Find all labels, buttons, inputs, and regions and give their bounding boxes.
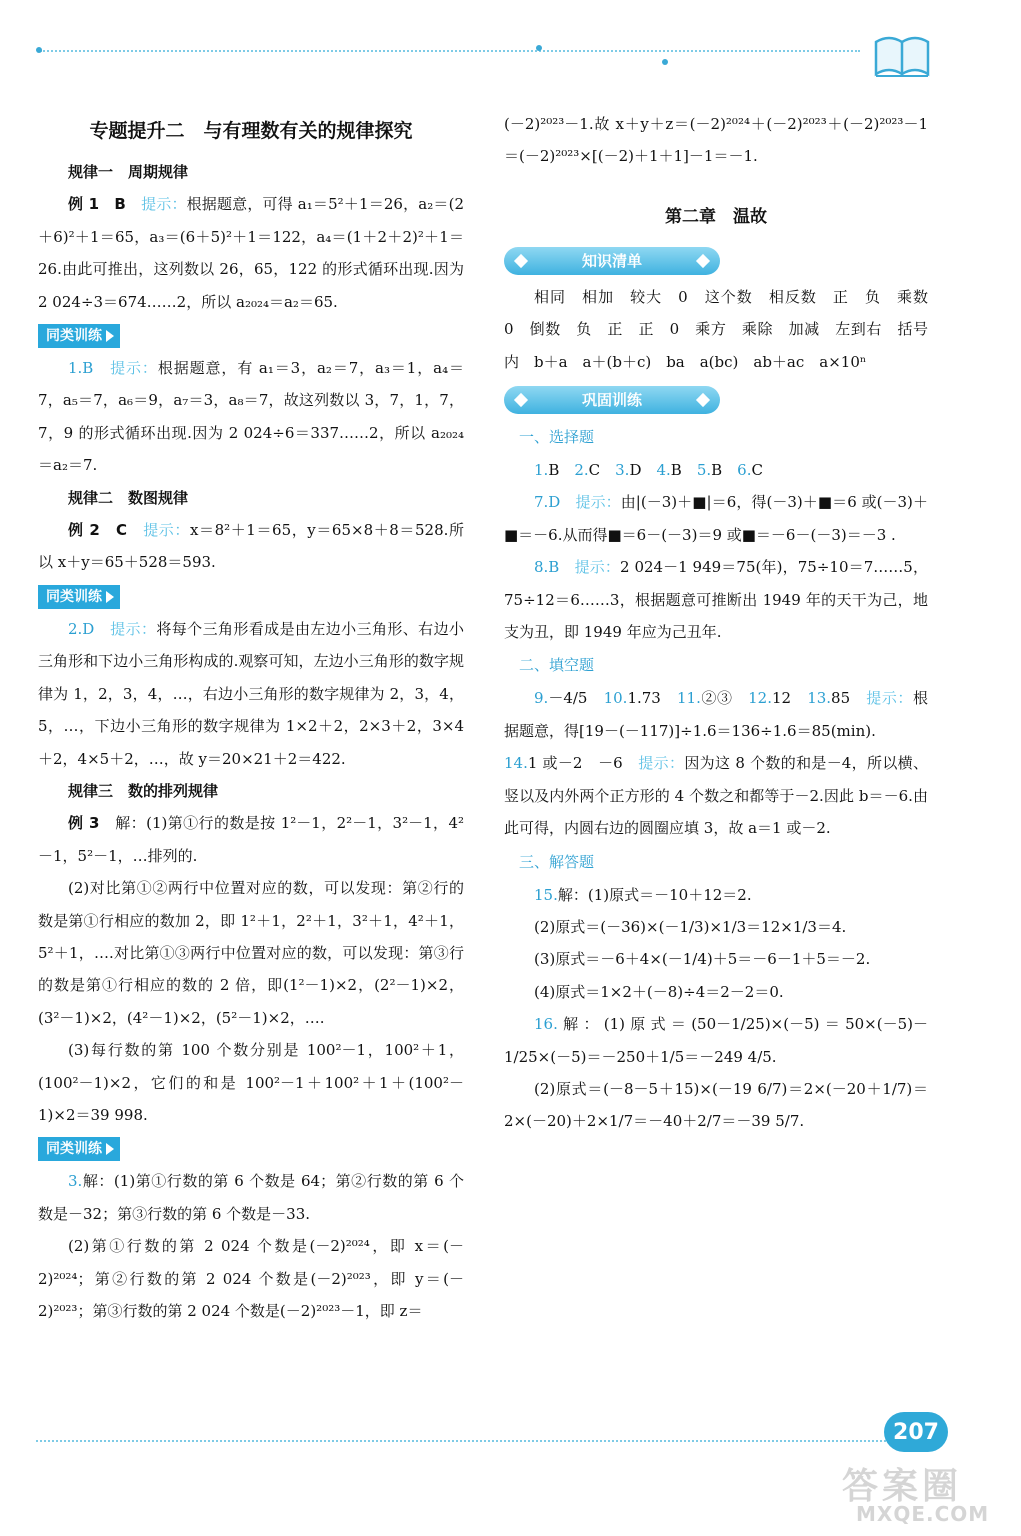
chapter-title: 第二章 温故 <box>665 206 767 227</box>
question-15-part-4: (4)原式＝1×2＋(－8)÷4＝2－2＝0. <box>534 982 784 1001</box>
watermark-logo: 答案圈 MXQE.COM <box>842 1466 990 1526</box>
right-column <box>504 108 944 1138</box>
top-dotted-line <box>40 50 860 52</box>
diamond-icon <box>514 254 528 268</box>
rule-heading-2: 规律二 数图规律 <box>68 488 189 507</box>
question-3-continued: (－2)²⁰²³－1.故 x＋y＋z＝(－2)²⁰²⁴＋(－2)²⁰²³＋(－2)²⁰²³－1＝(－2)²⁰²³×[(－2)＋1＋1]－1＝－1. <box>504 115 928 166</box>
question-15-part-3: (3)原式＝－6＋4×(－1/4)＋5＝－6－1＋5＝－2. <box>534 950 871 969</box>
play-arrow-icon <box>106 330 114 342</box>
diamond-icon <box>696 254 710 268</box>
question-3: 3.解：(1)第①行数的第 6 个数是 64；第②行数的第 6 个数是－32；第③行数的第 6 个数是－33. <box>38 1172 464 1223</box>
example-2: 例 2 C 提示：x＝8²＋1＝65，y＝65×8＋8＝528.所以 x＋y＝65＋528＝593. <box>38 521 464 572</box>
rule-heading-3: 规律三 数的排列规律 <box>68 781 219 800</box>
question-3-part-2: (2)第①行数的第 2 024 个数是(－2)²⁰²⁴，即 x＝(－2)²⁰²⁴；第②行数的第 2 024 个数是(－2)²⁰²³，即 y＝(－2)²⁰²³；第③行数的第 2 024 个数是(－2)²⁰²³－1，即 z＝ <box>38 1237 464 1320</box>
rule-heading-1: 规律一 周期规律 <box>68 163 189 181</box>
top-line-dot <box>36 47 42 53</box>
fill-answers: 9.－4/5 10.1.73 11.②③ 12.12 13.85 提示：根据题意，得[19－(－117)]÷1.6＝136÷1.6＝85(min). <box>504 689 928 740</box>
play-arrow-icon <box>106 1143 114 1155</box>
top-line-dot <box>662 59 668 65</box>
question-15-part-2: (2)原式＝(－36)×(－1/3)×1/3＝12×1/3＝4. <box>534 917 847 936</box>
section-title: 专题提升二 与有理数有关的规律探究 <box>89 120 413 142</box>
section-solve: 三、解答题 <box>519 852 595 871</box>
page-number: 207 <box>884 1412 948 1452</box>
section-choice: 一、选择题 <box>519 428 595 447</box>
practice-tag: 同类训练 <box>38 324 120 348</box>
practice-banner: 巩固训练 <box>504 386 720 414</box>
top-line-dot <box>536 45 542 51</box>
question-16: 16.解：(1)原式＝(50－1/25)×(－5)＝50×(－5)－1/25×(－5)＝－250＋1/5＝－249 4/5. <box>504 1015 928 1066</box>
example-3-part-3: (3)每行数的第 100 个数分别是 100²－1，100²＋1，(100²－1)×2，它们的和是 100²－1＋100²＋1＋(100²－1)×2＝39 998. <box>38 1041 464 1124</box>
practice-tag: 同类训练 <box>38 585 120 609</box>
question-8: 8.B 提示：2 024－1 949＝75(年)，75÷10＝7……5，75÷12＝6……3，根据题意可推断出 1949 年的天干为己，地支为丑，即 1949 年应为己丑年. <box>504 558 928 642</box>
section-fill: 二、填空题 <box>519 656 595 675</box>
question-7: 7.D 提示：由|(－3)＋■|＝6，得(－3)＋■＝6 或(－3)＋■＝－6.从而得■＝6－(－3)＝9 或■＝－6－(－3)＝－3 . <box>504 493 928 544</box>
question-15: 15.解：(1)原式＝－10＋12＝2. <box>534 885 752 904</box>
example-1: 例 1 B 提示：根据题意，可得 a₁＝5²＋1＝26，a₂＝(2＋6)²＋1＝65，a₃＝(6＋5)²＋1＝122，a₄＝(1＋2＋2)²＋1＝26.由此可推出，这列数以 26，65，122 的形式循环出现.因为 2 024÷3＝674……2，所以 a₂₀₂₄＝a₂＝65. <box>38 195 464 311</box>
knowledge-answers: 相同 相加 较大 0 这个数 相反数 正 负 乘数 0 倒数 负 正 正 0 乘方 乘除 加减 左到右 括号内 b＋a a＋(b＋c) ba a(bc) ab＋ac a×10ⁿ <box>504 287 944 371</box>
play-arrow-icon <box>106 591 114 603</box>
example-3-part-2: (2)对比第①②两行中位置对应的数，可以发现：第②行的数是第①行相应的数加 2，即 1²＋1，2²＋1，3²＋1，4²＋1，5²＋1，….对比第①③两行中位置对应的数，可以发现：第③行的数是第①行相应的数的 2 倍，即(1²－1)×2，(2²－1)×2，(3²－1)×2，(4²－1)×2，(5²－1)×2，…. <box>38 879 464 1027</box>
example-3: 例 3 解：(1)第①行的数是按 1²－1，2²－1，3²－1，4²－1，5²－1，…排列的. <box>38 814 464 865</box>
open-book-icon <box>872 32 932 78</box>
question-16-part-2: (2)原式＝(－8－5＋15)×(－19 6/7)＝2×(－20＋1/7)＝2×(－20)＋2×1/7＝－40＋2/7＝－39 5/7. <box>504 1079 928 1131</box>
diamond-icon <box>696 393 710 407</box>
question-14: 14.1 或－2 －6 提示：因为这 8 个数的和是－4，所以横、竖以及内外两个正方形的 4 个数之和都等于－2.因此 b＝－6.由此可得，内圆右边的圆圈应填 3，故 a＝1 或－2. <box>504 754 928 838</box>
left-column <box>38 108 464 1327</box>
choice-answers: 1.B 2.C 3.D 4.B 5.B 6.C <box>534 461 763 480</box>
bottom-dotted-line <box>36 1440 886 1442</box>
knowledge-banner: 知识清单 <box>504 247 720 275</box>
diamond-icon <box>514 393 528 407</box>
practice-tag: 同类训练 <box>38 1137 120 1161</box>
question-1: 1.B 提示：根据题意，有 a₁＝3，a₂＝7，a₃＝1，a₄＝7，a₅＝7，a₆＝9，a₇＝3，a₈＝7，故这列数以 3，7，1，7，7，9 的形式循环出现.因为 2 024÷6＝337……2，所以 a₂₀₂₄＝a₂＝7. <box>38 359 464 475</box>
question-2: 2.D 提示：将每个三角形看成是由左边小三角形、右边小三角形和下边小三角形构成的.观察可知，左边小三角形的数字规律为 1，2，3，4，…，右边小三角形的数字规律为 2，3，4，5，…，下边小三角形的数字规律为 1×2＋2，2×3＋2，3×4＋2，4×5＋2，…，故 y＝20×21＋2＝422. <box>38 619 464 768</box>
